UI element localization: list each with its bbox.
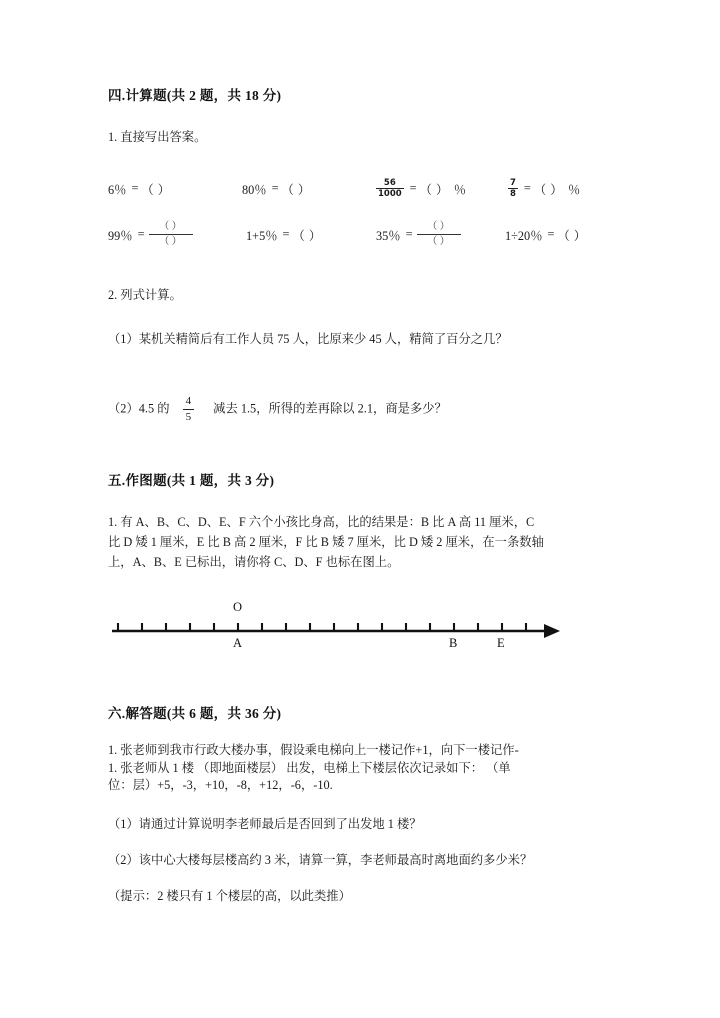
calc-lead: 1÷20％ — [505, 228, 543, 243]
fraction-blank-answer[interactable] — [149, 222, 193, 247]
section-heading-four: 四.计算题(共 2 题，共 18 分) — [108, 88, 282, 103]
calc-equals: = — [547, 227, 555, 242]
number-line-svg — [108, 600, 568, 662]
section-five-q1-line3: 上，A、B、E 已标出，请你将 C、D、F 也标在图上。 — [108, 554, 400, 569]
number-line-label-A: A — [233, 636, 243, 651]
section-heading-five: 五.作图题(共 1 题，共 3 分) — [108, 472, 275, 488]
calc-lead: 6％ — [108, 182, 127, 197]
calc-equals: = — [282, 227, 290, 242]
calc-blank[interactable]: （ ） — [419, 182, 449, 197]
calc-item-99-percent — [108, 218, 194, 252]
calc-equals: = — [405, 227, 413, 242]
calc-lead: 80％ — [242, 182, 267, 197]
calc-equals: = — [137, 227, 145, 242]
fraction-blank-numerator[interactable]: （ ） — [159, 221, 182, 233]
fraction-blank-denominator[interactable]: （ ） — [417, 234, 461, 247]
calc-lead: 1+5％ — [246, 228, 278, 243]
section-four-q1-label: 1. 直接写出答案。 — [108, 130, 207, 144]
fraction-denominator: 5 — [183, 409, 195, 423]
calc-blank[interactable]: （ ） — [292, 228, 322, 243]
section-six-q1-hint: （提示：2 楼只有 1 个楼层的高，以此类推） — [108, 888, 351, 903]
section-six-q1-part2: （2）该中心大楼每层楼高约 3 米，请算一算，李老师最高时离地面约多少米？ — [108, 852, 533, 867]
fraction-blank-answer[interactable] — [417, 222, 461, 247]
calc-row-2 — [108, 218, 620, 252]
calc-lead: 35％ — [376, 228, 401, 243]
q2-part2-before: （2）4.5 的 — [108, 401, 170, 416]
calc-item-1-plus-5-percent — [246, 218, 322, 252]
calc-blank[interactable]: （ ） — [281, 182, 311, 197]
section-five-q1-line2: 比 D 矮 1 厘米，E 比 B 高 2 厘米，F 比 B 矮 7 厘米，比 D 矮 2 厘米，在一条数轴 — [108, 534, 544, 549]
calc-percent-suffix: ％ — [453, 182, 467, 197]
section-four-q2-part1: （1）某机关精简后有工作人员 75 人，比原来少 45 人，精简了百分之几？ — [108, 331, 508, 346]
calc-item-6-percent — [108, 172, 171, 206]
number-line-figure — [108, 600, 620, 662]
calc-item-35-percent — [376, 218, 462, 252]
section-six-q1-line2: 1. 张老师从 1 楼 （即地面楼层） 出发，电梯上下楼层依次记录如下： （单 — [108, 760, 511, 775]
number-line-label-E: E — [497, 636, 505, 651]
calc-equals: = — [523, 181, 531, 196]
fraction-blank-numerator[interactable]: （ ） — [427, 221, 450, 233]
fraction-7-8 — [508, 179, 518, 199]
calc-equals: = — [409, 181, 417, 196]
calc-equals: = — [271, 181, 279, 196]
fraction-denominator: 1000 — [378, 189, 402, 200]
calc-item-7-over-8 — [505, 172, 580, 206]
worksheet-content — [108, 84, 620, 907]
calc-lead: 99％ — [108, 228, 133, 243]
calc-blank[interactable]: （ ） — [557, 228, 587, 243]
fraction-denominator: 8 — [510, 189, 516, 200]
fraction-numerator: 7 — [510, 177, 516, 188]
calc-percent-suffix: ％ — [568, 182, 581, 197]
calc-blank[interactable]: （ ） — [533, 182, 564, 197]
calc-row-1 — [108, 172, 620, 206]
fraction-numerator: 56 — [383, 177, 396, 188]
calc-equals: = — [131, 181, 139, 196]
section-six-q1-line3: 位：层）+5，-3，+10，-8，+12，-6，-10. — [108, 778, 333, 793]
section-four-q2-label: 2. 列式计算。 — [108, 287, 182, 302]
section-five-q1-line1: 1. 有 A、B、C、D、E、F 六个小孩比身高，比的结果是：B 比 A 高 11 厘米，C — [108, 514, 535, 529]
fraction-numerator: 4 — [185, 394, 192, 407]
section-six-q1-line1: 1. 张老师到我市行政大楼办事，假设乘电梯向上一楼记作+1，向下一楼记作- — [108, 743, 519, 758]
number-line-arrowhead — [544, 624, 560, 638]
fraction-blank-denominator[interactable]: （ ） — [149, 234, 193, 247]
fraction-4-5 — [183, 396, 195, 423]
section-six-q1-part1: （1）请通过计算说明李老师最后是否回到了出发地 1 楼？ — [108, 816, 422, 831]
number-line-label-O: O — [233, 600, 243, 615]
calc-blank[interactable]: （ ） — [141, 182, 171, 197]
calc-item-56-over-1000 — [373, 172, 466, 206]
q2-part2-after: 减去 1.5，所得的差再除以 2.1，商是多少？ — [213, 401, 447, 416]
calc-item-80-percent — [242, 172, 311, 206]
calc-item-1-divided-20-percent — [505, 218, 587, 252]
section-heading-six: 六.解答题(共 6 题，共 36 分) — [108, 706, 282, 722]
section-four-q2-part2 — [108, 396, 620, 423]
fraction-56-1000 — [376, 179, 404, 199]
number-line-label-B: B — [449, 636, 458, 651]
